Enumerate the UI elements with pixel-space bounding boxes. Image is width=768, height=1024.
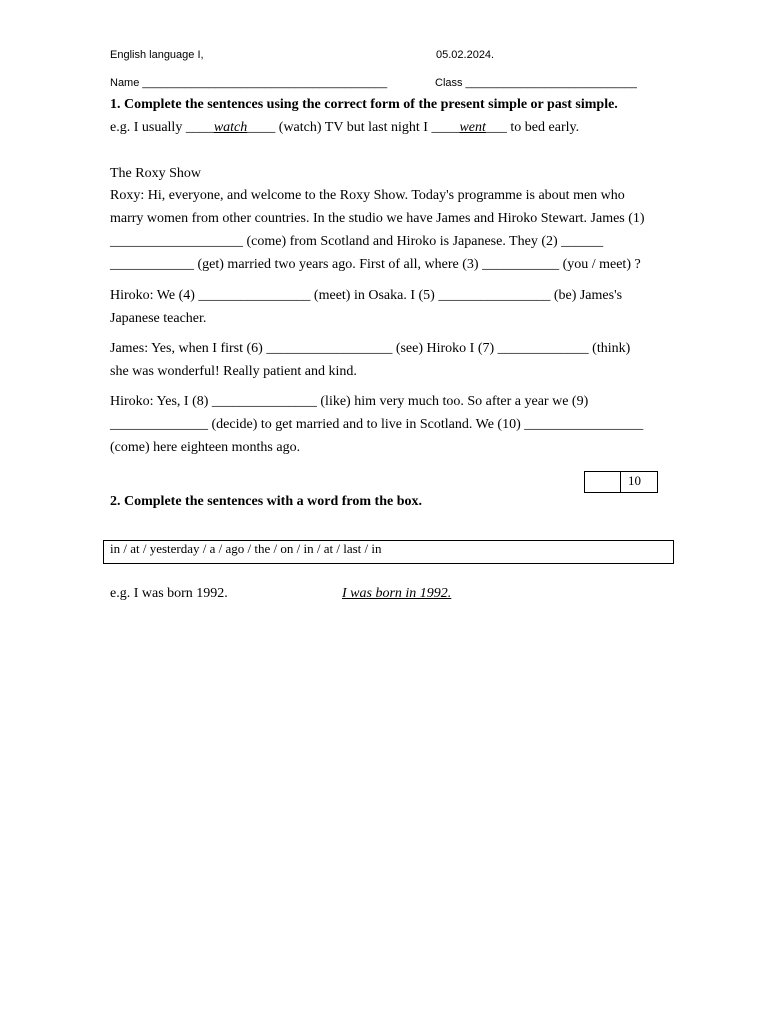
exercise2-instruction: 2. Complete the sentences with a word from the box. [110, 494, 422, 509]
score-max: 10 [628, 473, 641, 488]
score-box [584, 471, 658, 493]
text-line: ___________________ (come) from Scotland and Hiroko is Japanese. They (2) ______ [110, 234, 604, 249]
text-line: ____________ (get) married two years ago. First of all, where (3) ___________ (you / meet) ? [110, 257, 641, 272]
exercise1-example [110, 120, 579, 136]
course-label: English language I, [110, 49, 204, 61]
text-line: Roxy: Hi, everyone, and welcome to the Roxy Show. Today's programme is about men who [110, 188, 625, 203]
text-line: ______________ (decide) to get married and to live in Scotland. We (10) _________________ [110, 417, 644, 432]
example-answer-2: went [459, 120, 486, 135]
example-part3: ___ to bed early. [485, 120, 580, 135]
name-field: Name ________________________________________ [110, 77, 388, 89]
exercise2-example-sentence: e.g. I was born 1992. [110, 586, 228, 601]
text-line: James: Yes, when I first (6) __________________ (see) Hiroko I (7) _____________ (think) [110, 341, 631, 356]
text-line: marry women from other countries. In the studio we have James and Hiroko Stewart. James (1) [110, 211, 645, 226]
class-field: Class ____________________________ [435, 77, 637, 89]
text-line: Hiroko: We (4) ________________ (meet) in Osaka. I (5) ________________ (be) James's [110, 288, 623, 303]
text-line: she was wonderful! Really patient and kind. [110, 364, 357, 379]
word-box: in / at / yesterday / a / ago / the / on / in / at / last / in [103, 540, 674, 564]
score-input-cell [585, 472, 621, 492]
text-line: Japanese teacher. [110, 311, 207, 326]
example-answer-1: watch [213, 120, 248, 135]
section-title: The Roxy Show [110, 166, 201, 181]
text-line: Hiroko: Yes, I (8) _______________ (like) him very much too. So after a year we (9) [110, 394, 589, 409]
text-line: (come) here eighteen months ago. [110, 440, 301, 455]
exercise2-example-answer: I was born in 1992. [342, 586, 452, 601]
exercise1-instruction: 1. Complete the sentences using the correct form of the present simple or past simple. [110, 97, 618, 112]
date-label: 05.02.2024. [436, 49, 495, 61]
example-part2: ____ (watch) TV but last night I ____ [247, 120, 460, 135]
example-part1: e.g. I usually ____ [110, 120, 214, 135]
